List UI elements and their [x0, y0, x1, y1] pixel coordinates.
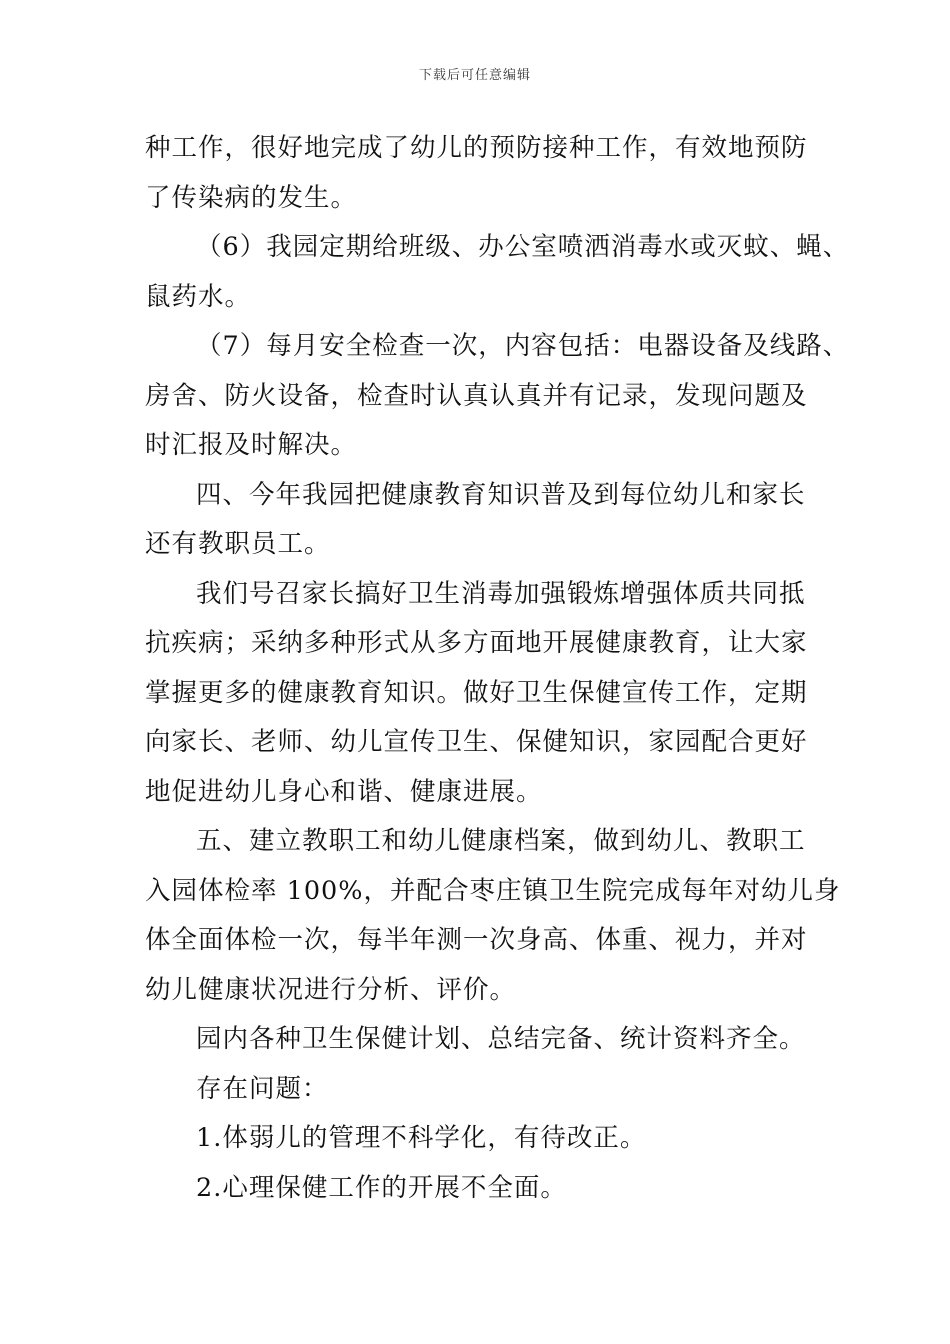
paragraph-8: [145, 1065, 835, 1115]
text-line: （7）每月安全检查一次，内容包括：电器设备及线路、: [196, 331, 850, 361]
text-line: 四、今年我园把健康教育知识普及到每位幼儿和家长: [196, 479, 806, 510]
text-line: 鼠药水。: [145, 281, 252, 312]
text-line: 地促进幼儿身心和谐、健康进展。: [145, 776, 543, 807]
text-line: 时汇报及时解决。: [145, 430, 358, 460]
text-line: 五、建立教职工和幼儿健康档案，做到幼儿、教职工: [196, 826, 806, 856]
text-line: 房舍、防火设备，检查时认真认真并有记录，发现问题及: [145, 380, 808, 411]
paragraph-5: [145, 570, 835, 818]
paragraph-7: [145, 1015, 835, 1065]
text-line: （6）我园定期给班级、办公室喷洒消毒水或灭蚊、蝇、: [196, 232, 850, 262]
text-line: 种工作，很好地完成了幼儿的预防接种工作，有效地预防: [145, 133, 808, 163]
text-line: 向家长、老师、幼儿宣传卫生、保健知识，家园配合更好: [145, 727, 808, 757]
text-line: 还有教职员工。: [145, 529, 331, 559]
paragraph-3: [145, 322, 850, 471]
paragraph-9: [145, 1114, 835, 1164]
text-line: 1.体弱儿的管理不科学化，有待改正。: [196, 1123, 647, 1153]
page-header: 下载后可任意编辑: [418, 68, 531, 83]
text-line: 2.心理保健工作的开展不全面。: [196, 1172, 567, 1203]
text-line: 了传染病的发生。: [145, 182, 358, 213]
paragraph-4: [145, 471, 835, 570]
text-line: 幼儿健康状况进行分析、评价。: [145, 974, 517, 1005]
paragraph-2: [145, 223, 850, 322]
text-line: 存在问题：: [196, 1073, 329, 1104]
text-line: 我们号召家长搞好卫生消毒加强锻炼增强体质共同抵: [196, 578, 806, 609]
text-line: 园内各种卫生保健计划、总结完备、统计资料齐全。: [196, 1024, 806, 1054]
text-line: 掌握更多的健康教育知识。做好卫生保健宣传工作，定期: [145, 677, 808, 708]
text-line: 入园体检率 100%，并配合枣庄镇卫生院完成每年对幼儿身: [145, 875, 841, 906]
document-body: [145, 124, 850, 1213]
paragraph-10: [145, 1164, 835, 1214]
paragraph-1: [145, 124, 835, 223]
paragraph-6: [145, 817, 841, 1015]
text-line: 体全面体检一次，每半年测一次身高、体重、视力，并对: [145, 925, 808, 955]
text-line: 抗疾病；采纳多种形式从多方面地开展健康教育，让大家: [145, 628, 808, 658]
